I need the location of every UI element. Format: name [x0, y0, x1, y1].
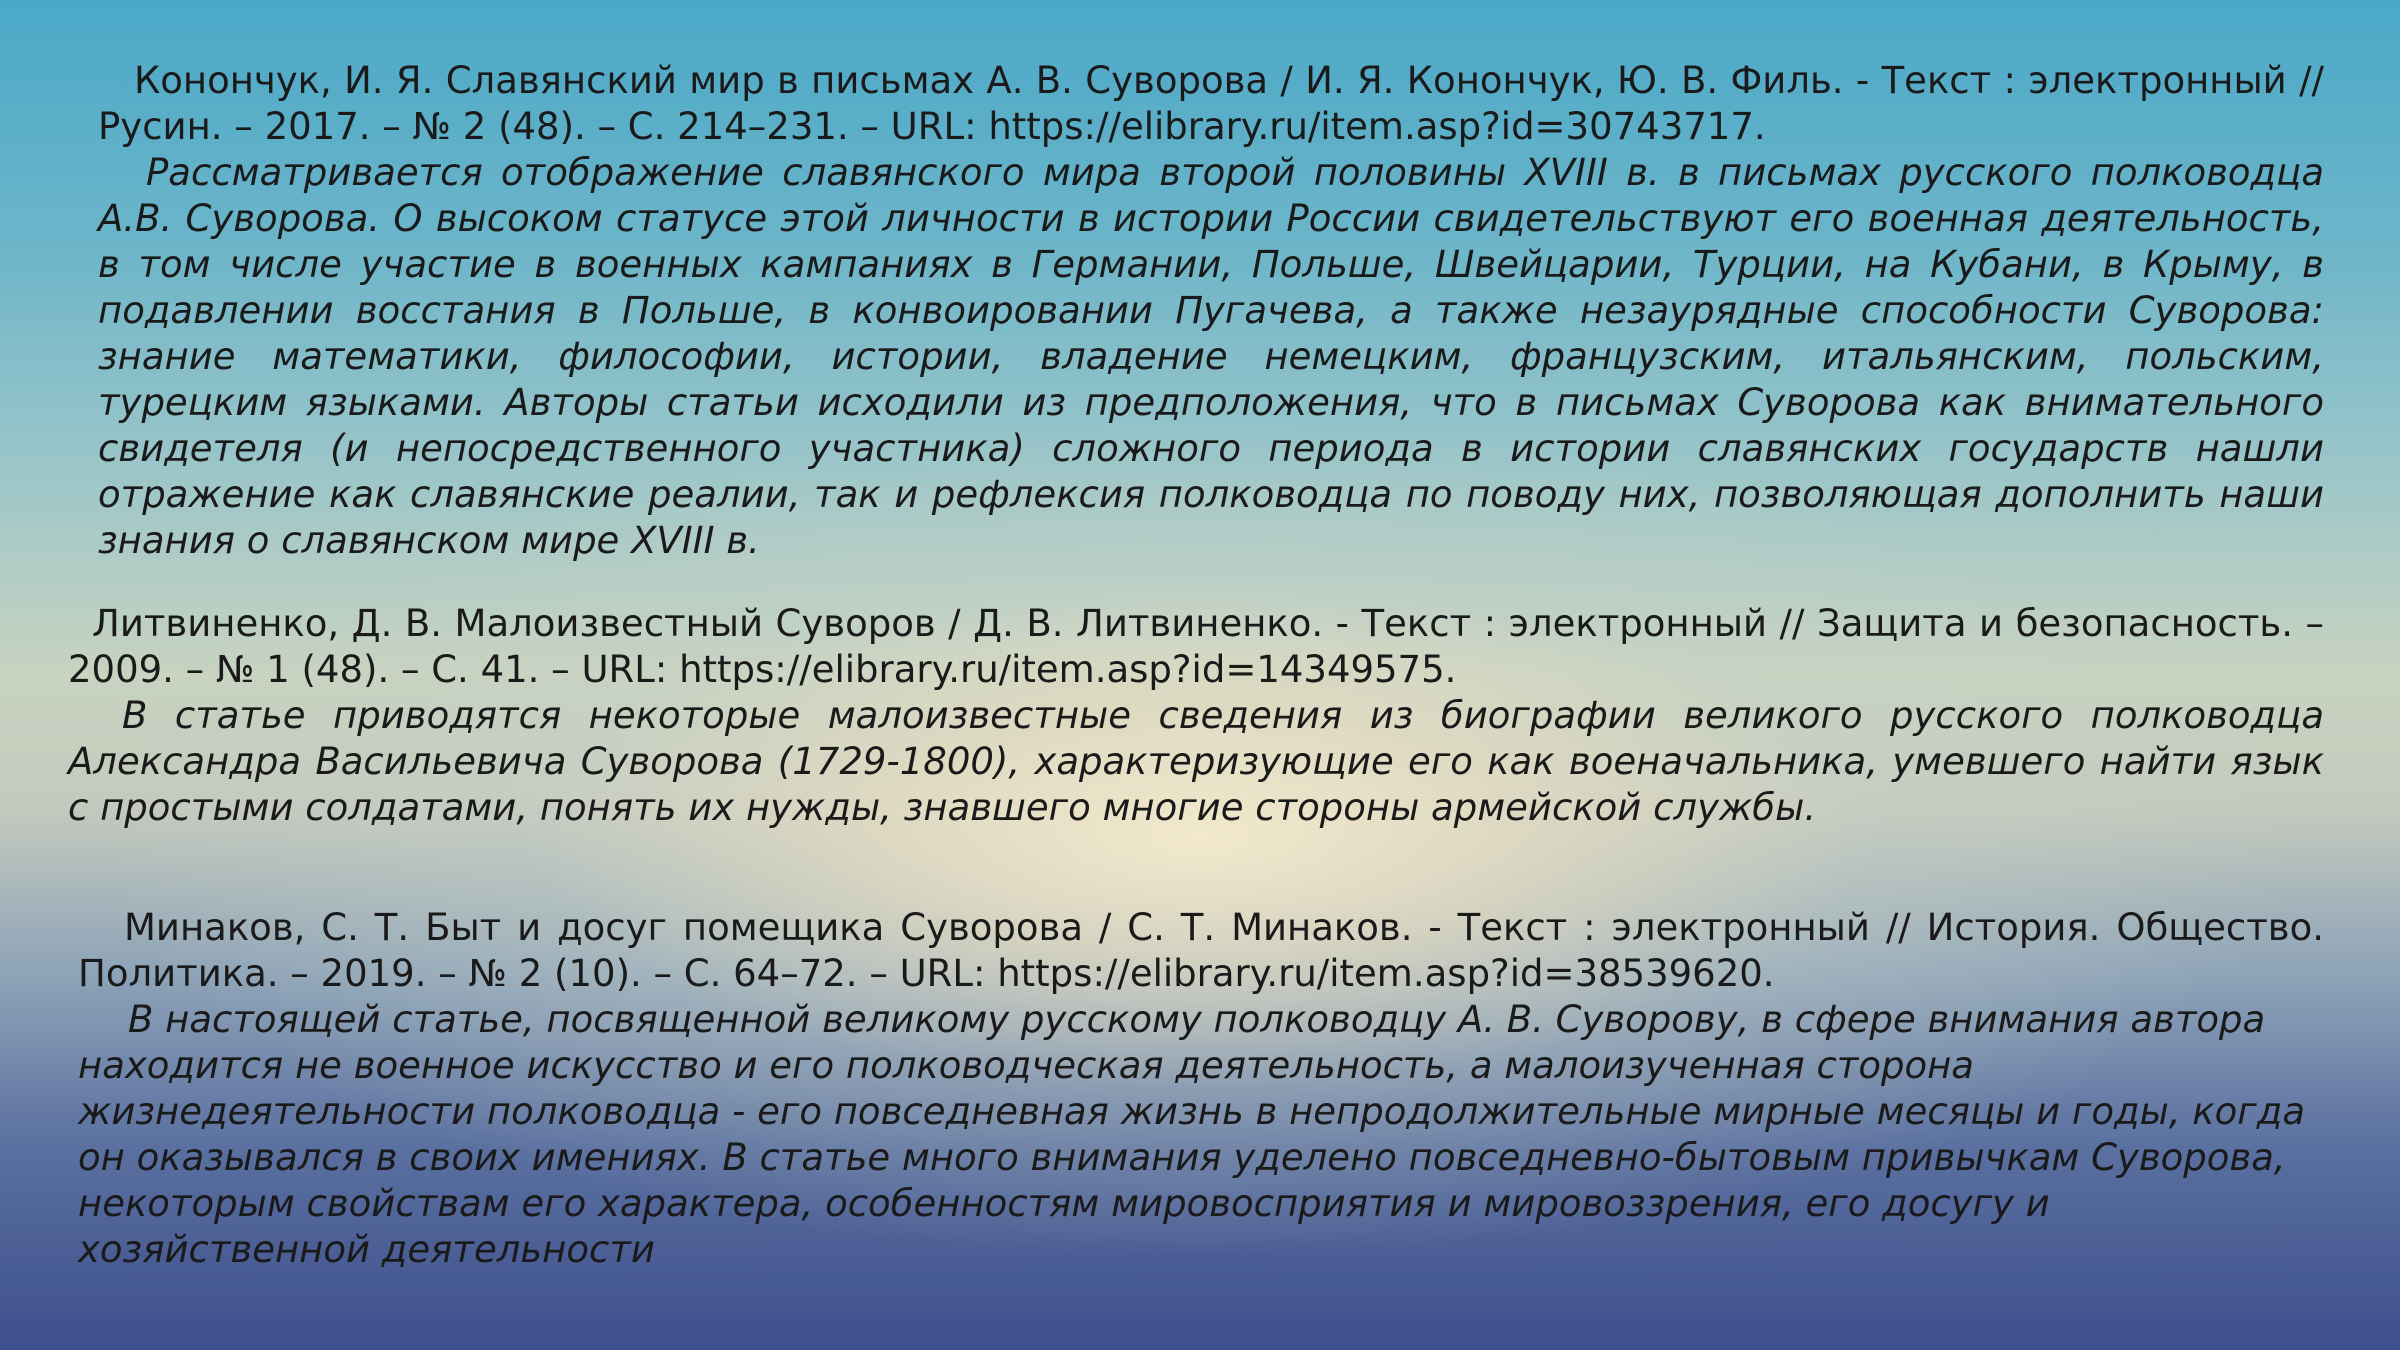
- entry-citation: Конончук, И. Я. Славянский мир в письмах А. В. Суворова / И. Я. Конончук, Ю. В. Филь. - Текст : электронный // Русин. – 2017. – № 2 (48). – С. 214–231. – URL: https://elibrary.ru/item.asp?id=30743717.: [98, 59, 2324, 148]
- entry-citation: Литвиненко, Д. В. Малоизвестный Суворов / Д. В. Литвиненко. - Текст : электронный // Защита и безопасность. – 2009. – № 1 (48). – С. 41. – URL: https://elibrary.ru/item.asp?id=14349575.: [68, 602, 2324, 691]
- entry-citation: Минаков, С. Т. Быт и досуг помещика Суворова / С. Т. Минаков. - Текст : электронный // История. Общество. Политика. – 2019. – № 2 (10). – С. 64–72. – URL: https://elibrary.ru/item.asp?id=38539620.: [78, 906, 2324, 995]
- bibliography-entry: [78, 905, 2324, 1273]
- entry-annotation: В статье приводятся некоторые малоизвестные сведения из биографии великого русского полководца Александра Васильевича Суворова (1729-1800), характеризующие его как военачальника, умевшего найти язык с простыми солдатами, понять их нужды, знавшего многие стороны армейской службы.: [68, 694, 2324, 829]
- entry-annotation: В настоящей статье, посвященной великому русскому полководцу А. В. Суворову, в сфере внимания автора находится не военное искусство и его полководческая деятельность, а малоизученная сторона жизнедеятельности полководца - его повседневная жизнь в непродолжительные мирные месяцы и годы, когда он оказывался в своих имениях. В статье много внимания уделено повседневно-бытовым привычкам Суворова, некоторым свойствам его характера, особенностям мировосприятия и мировоззрения, его досугу и хозяйственной деятельности: [78, 998, 2305, 1271]
- bibliography-entry: [68, 601, 2324, 831]
- bibliography-entry: [98, 58, 2324, 564]
- entry-annotation: Рассматривается отображение славянского мира второй половины XVIII в. в письмах русского полководца А.В. Суворова. О высоком статусе этой личности в истории России свидетельствуют его военная деятельность, в том числе участие в военных кампаниях в Германии, Польше, Швейцарии, Турции, на Кубани, в Крыму, в подавлении восстания в Польше, в конвоировании Пугачева, а также незаурядные способности Суворова: знание математики, философии, истории, владение немецким, французским, итальянским, польским, турецким языками. Авторы статьи исходили из предположения, что в письмах Суворова как внимательного свидетеля (и непосредственного участника) сложного периода в истории славянских государств нашли отражение как славянские реалии, так и рефлексия полководца по поводу них, позволяющая дополнить наши знания о славянском мире XVIII в.: [98, 151, 2324, 562]
